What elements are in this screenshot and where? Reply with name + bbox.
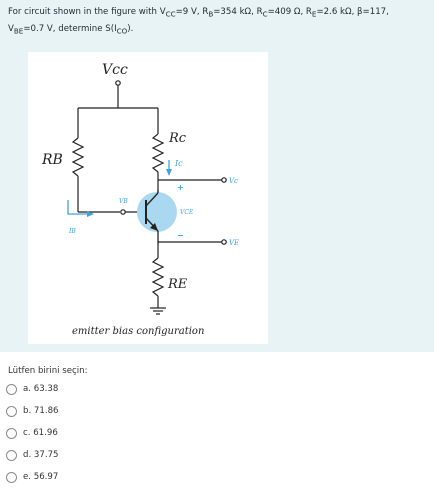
q-sub: E bbox=[311, 9, 317, 19]
ib-label: IB bbox=[69, 228, 76, 235]
q-sub: CC bbox=[165, 9, 176, 19]
answer-options bbox=[6, 378, 166, 488]
ic-label: Ic bbox=[175, 159, 183, 168]
q-sub: C bbox=[262, 9, 268, 19]
vc-terminal bbox=[222, 178, 226, 182]
option-e[interactable] bbox=[6, 466, 166, 488]
q-text: =9 V, R bbox=[175, 7, 209, 17]
radio-button[interactable] bbox=[6, 406, 17, 417]
q-text: ). bbox=[127, 23, 134, 34]
ve-label: VE bbox=[229, 239, 240, 247]
circuit-figure bbox=[28, 52, 268, 344]
circuit-diagram bbox=[28, 52, 268, 344]
option-c[interactable] bbox=[6, 422, 166, 444]
transistor-bjt bbox=[137, 192, 177, 232]
ve-terminal bbox=[222, 240, 226, 244]
vc-label: Vc bbox=[229, 177, 238, 185]
q-text: V bbox=[8, 23, 14, 34]
q-text: For circuit shown in the figure with V bbox=[8, 7, 166, 17]
radio-button[interactable] bbox=[6, 450, 17, 461]
vce-label: VCE bbox=[180, 209, 194, 216]
q-sub: B bbox=[208, 9, 214, 19]
radio-button[interactable] bbox=[6, 428, 17, 439]
figure-caption: emitter bias configuration bbox=[72, 326, 205, 337]
option-label: e. 56.97 bbox=[23, 472, 59, 482]
re-label: RE bbox=[168, 277, 188, 292]
re-resistor bbox=[153, 258, 163, 296]
radio-button[interactable] bbox=[6, 472, 17, 483]
option-label: a. 63.38 bbox=[23, 384, 59, 394]
plus-sign: + bbox=[177, 183, 184, 192]
vb-label: VB bbox=[119, 198, 128, 205]
minus-sign: − bbox=[177, 231, 184, 240]
rc-label: Rc bbox=[169, 131, 187, 146]
rc-resistor bbox=[153, 134, 163, 172]
question-text bbox=[8, 5, 426, 38]
radio-button[interactable] bbox=[6, 384, 17, 395]
q-sub: CO bbox=[116, 26, 128, 36]
rb-resistor bbox=[73, 138, 83, 176]
vcc-terminal bbox=[116, 81, 120, 85]
option-label: c. 61.96 bbox=[23, 428, 58, 438]
q-text: =2.6 kΩ, β=117, bbox=[316, 7, 389, 17]
option-a[interactable] bbox=[6, 378, 166, 400]
choose-one-label: Lütfen birini seçin: bbox=[8, 366, 88, 376]
q-text: =354 kΩ, R bbox=[213, 7, 263, 17]
vcc-label: Vcc bbox=[102, 62, 128, 78]
rb-label: RB bbox=[42, 152, 63, 168]
q-text: =409 Ω, R bbox=[267, 7, 312, 17]
q-text: =0.7 V, determine S(I bbox=[23, 23, 117, 34]
ic-arrow-icon bbox=[166, 169, 172, 176]
option-label: b. 71.86 bbox=[23, 406, 59, 416]
option-d[interactable] bbox=[6, 444, 166, 466]
option-b[interactable] bbox=[6, 400, 166, 422]
q-sub: BE bbox=[13, 26, 24, 36]
option-label: d. 37.75 bbox=[23, 450, 59, 460]
